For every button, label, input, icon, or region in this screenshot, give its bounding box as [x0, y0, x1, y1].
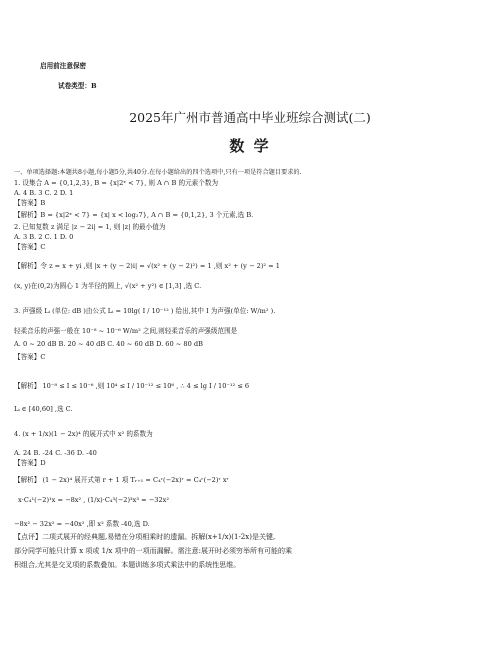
question-2-options: A. 3 B. 2 C. 1 D. 0: [14, 233, 74, 241]
question-4-analysis-line-1: 【解析】 (1 − 2x)⁴ 展开式第 r + 1 项 Tᵣ₊₁ = C₄ʳ(−2x)ʳ = C₄ʳ(−2)ʳ xʳ: [14, 476, 229, 484]
question-2-analysis-line-2: (x, y)在(0,2)为圆心 1 为半径的圆上, √(x² + y²) ∈ [1,3] ,选 C.: [14, 282, 202, 290]
question-1-analysis: 【解析】B = {x|2ˣ < 7} = {x| x < log₂7}, A ∩ B = {0,1,2}, 3 个元素,选 B.: [14, 211, 254, 219]
question-2: [14, 222, 165, 252]
question-4-comment-line-2: 部分同学可能只计算 x 项或 1/x 项中的一项而漏解。需注意:展开时必须穷举所有可能的乘: [14, 547, 292, 555]
question-4: [14, 448, 97, 468]
question-3-stem-line-2: 轻柔音乐的声强一般在 10⁻⁸ ~ 10⁻⁶ W/m² 之间,则轻柔音乐的声强级范围是: [14, 327, 238, 335]
section-heading: 一、单项选择题:本题共8小题,每小题5分,共40分.在每小题给出的四个选项中,只有一项是符合题目要求的.: [14, 169, 302, 176]
question-3-analysis-line-2: Lᵢ ∈ [40,60] ,选 C.: [14, 405, 73, 413]
paper-type-label: 试卷类型：B: [58, 82, 97, 90]
question-1-stem: 1. 设集合 A = {0,1,2,3}, B = {x|2ˣ < 7}, 则 A ∩ B 的元素个数为: [14, 179, 219, 187]
question-4-answer: 【答案】D: [14, 459, 46, 467]
question-4-analysis-line-2: x·C₄¹(−2)¹x = −8x² , (1/x)·C₄³(−2)³x³ = −32x²: [18, 496, 170, 504]
question-1-answer: 【答案】B: [14, 199, 46, 207]
question-4-comment-line-3: 积组合,尤其是交叉项的系数叠加。本题训练多项式乘法中的系统性思维。: [14, 561, 241, 569]
question-2-analysis-line-1: 【解析】令 z = x + yi ,则 |x + (y − 2)i| = √(x² + (y − 2)²) = 1 ,则 x² + (y − 2)² = 1: [14, 262, 280, 270]
question-3-stem-line-1: 3. 声强级 Lᵢ (单位: dB )由公式 Lᵢ = 10lg( I / 10⁻¹² ) 给出,其中 I 为声强(单位: W/m² ).: [14, 307, 276, 315]
question-4-analysis-line-3: −8x² − 32x² = −40x² ,即 x² 系数 -40,选 D.: [14, 520, 150, 528]
question-1: [14, 178, 253, 220]
question-2-answer: 【答案】C: [14, 243, 46, 251]
question-3-options: A. 0 ~ 20 dB B. 20 ~ 40 dB C. 40 ~ 60 dB D. 60 ~ 80 dB: [14, 340, 203, 348]
question-4-options: A. 24 B. -24 C. -36 D. -40: [14, 449, 97, 457]
confidential-label: 启用前注意保密: [40, 62, 87, 70]
question-1-options: A. 4 B. 3 C. 2 D. 1: [14, 189, 74, 197]
subject-title: 数 学: [229, 137, 271, 155]
page-title: 2025年广州市普通高中毕业班综合测试(二): [129, 110, 371, 125]
question-4-comment-line-1: 【点评】二项式展开的经典题,易错在分项相乘时的遗漏。拆解(x+1/x)(1-2x)是关键,: [14, 533, 276, 541]
question-3-answer: 【答案】C: [14, 353, 46, 361]
question-4-comment: [14, 530, 292, 572]
question-3: [14, 326, 237, 362]
question-2-stem: 2. 已知复数 z 满足 |z − 2i| = 1, 则 |z| 的最小值为: [14, 223, 166, 231]
question-4-stem: 4. (x + 1/x)(1 − 2x)⁴ 的展开式中 x² 的系数为: [14, 430, 153, 438]
question-3-analysis-line-1: 【解析】 10⁻⁸ ≤ I ≤ 10⁻⁶ ,则 10⁴ ≤ I / 10⁻¹² ≤ 10⁶ , ∴ 4 ≤ lg I / 10⁻¹² ≤ 6: [14, 382, 250, 390]
